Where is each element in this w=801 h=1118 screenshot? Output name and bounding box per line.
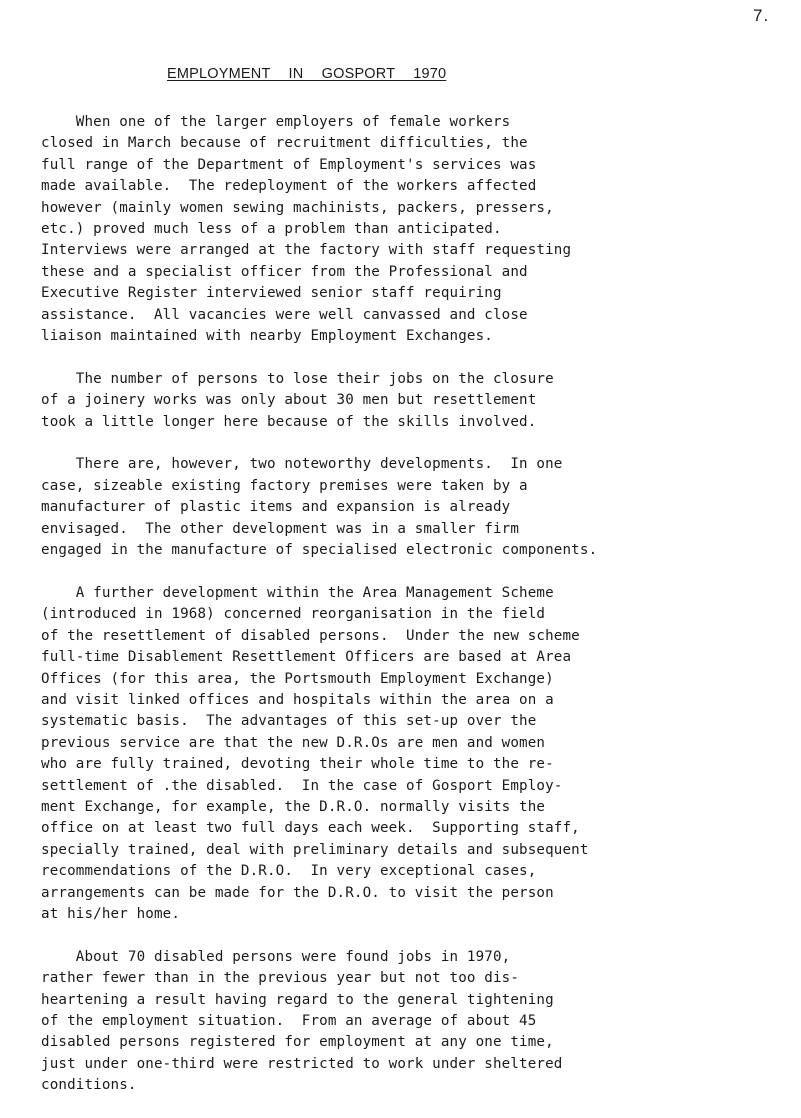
text-line: of the resettlement of disabled persons. Under the new scheme [41,627,580,644]
page-title: EMPLOYMENT IN GOSPORT 1970 [167,66,447,82]
text-line: manufacturer of plastic items and expansion is already [41,499,511,516]
text-line: heartening a result having regard to the general tightening [41,991,554,1008]
text-line: recommendations of the D.R.O. In very exceptional cases, [41,863,537,880]
text-line: of the employment situation. From an average of about 45 [41,1013,537,1029]
text-line: disabled persons registered for employment at any one time, [41,1034,554,1051]
text-line: these and a specialist officer from the Professional and [41,263,528,280]
text-line: previous service are that the new D.R.Os are men and women [41,734,546,751]
text-line: etc.) proved much less of a problem than anticipated. [41,221,502,238]
text-line: just under one-third were restricted to work under sheltered [41,1055,563,1072]
text-line: liaison maintained with nearby Employment Exchanges. [41,328,493,345]
text-line: closed in March because of recruitment difficulties, the [41,135,528,152]
text-line: specially trained, deal with preliminary details and subsequent [41,841,589,858]
text-line: settlement of .the disabled. In the case of Gosport Employ- [41,777,563,794]
paragraph [41,454,781,561]
text-line: full range of the Department of Employment's services was [41,156,537,173]
text-line: A further development within the Area Management Scheme [41,584,554,601]
text-line: (introduced in 1968) concerned reorganisation in the field [41,606,546,623]
text-line: rather fewer than in the previous year but not too dis- [41,970,520,987]
text-line: engaged in the manufacture of specialised electronic components. [41,542,598,559]
text-line: however (mainly women sewing machinists, packers, pressers, [41,199,554,216]
text-line: About 70 disabled persons were found jobs in 1970, [41,948,511,965]
text-line: case, sizeable existing factory premises were taken by a [41,477,528,494]
text-line: full-time Disablement Resettlement Officers are based at Area [41,649,572,666]
text-line: office on at least two full days each week. Supporting staff, [41,820,580,837]
text-line: Executive Register interviewed senior staff requiring [41,285,502,302]
paragraph [41,369,781,433]
text-line: There are, however, two noteworthy developments. In one [41,456,563,473]
paragraph [41,112,781,347]
paragraph [41,947,781,1097]
text-line: who are fully trained, devoting their whole time to the re- [41,756,554,773]
text-line: took a little longer here because of the skills involved. [41,413,537,430]
text-line: systematic basis. The advantages of this set-up over the [41,713,537,730]
paragraph [41,583,781,926]
page-number: 7. [753,6,770,25]
text-line: and visit linked offices and hospitals within the area on a [41,691,554,708]
text-line: made available. The redeployment of the workers affected [41,178,537,195]
text-line: When one of the larger employers of female workers [41,114,511,130]
text-line: conditions. [41,1077,137,1094]
text-line: at his/her home. [41,905,181,922]
text-line: Interviews were arranged at the factory with staff requesting [41,242,572,259]
text-line: ment Exchange, for example, the D.R.O. normally visits the [41,798,546,815]
text-line: envisaged. The other development was in a smaller firm [41,520,520,537]
text-line: The number of persons to lose their jobs on the closure [41,370,554,387]
text-line: arrangements can be made for the D.R.O. to visit the person [41,884,554,901]
text-line: assistance. All vacancies were well canvassed and close [41,306,528,323]
text-line: of a joinery works was only about 30 men but resettlement [41,392,537,409]
document-body [41,112,781,1118]
text-line: Offices (for this area, the Portsmouth Employment Exchange) [41,670,554,687]
